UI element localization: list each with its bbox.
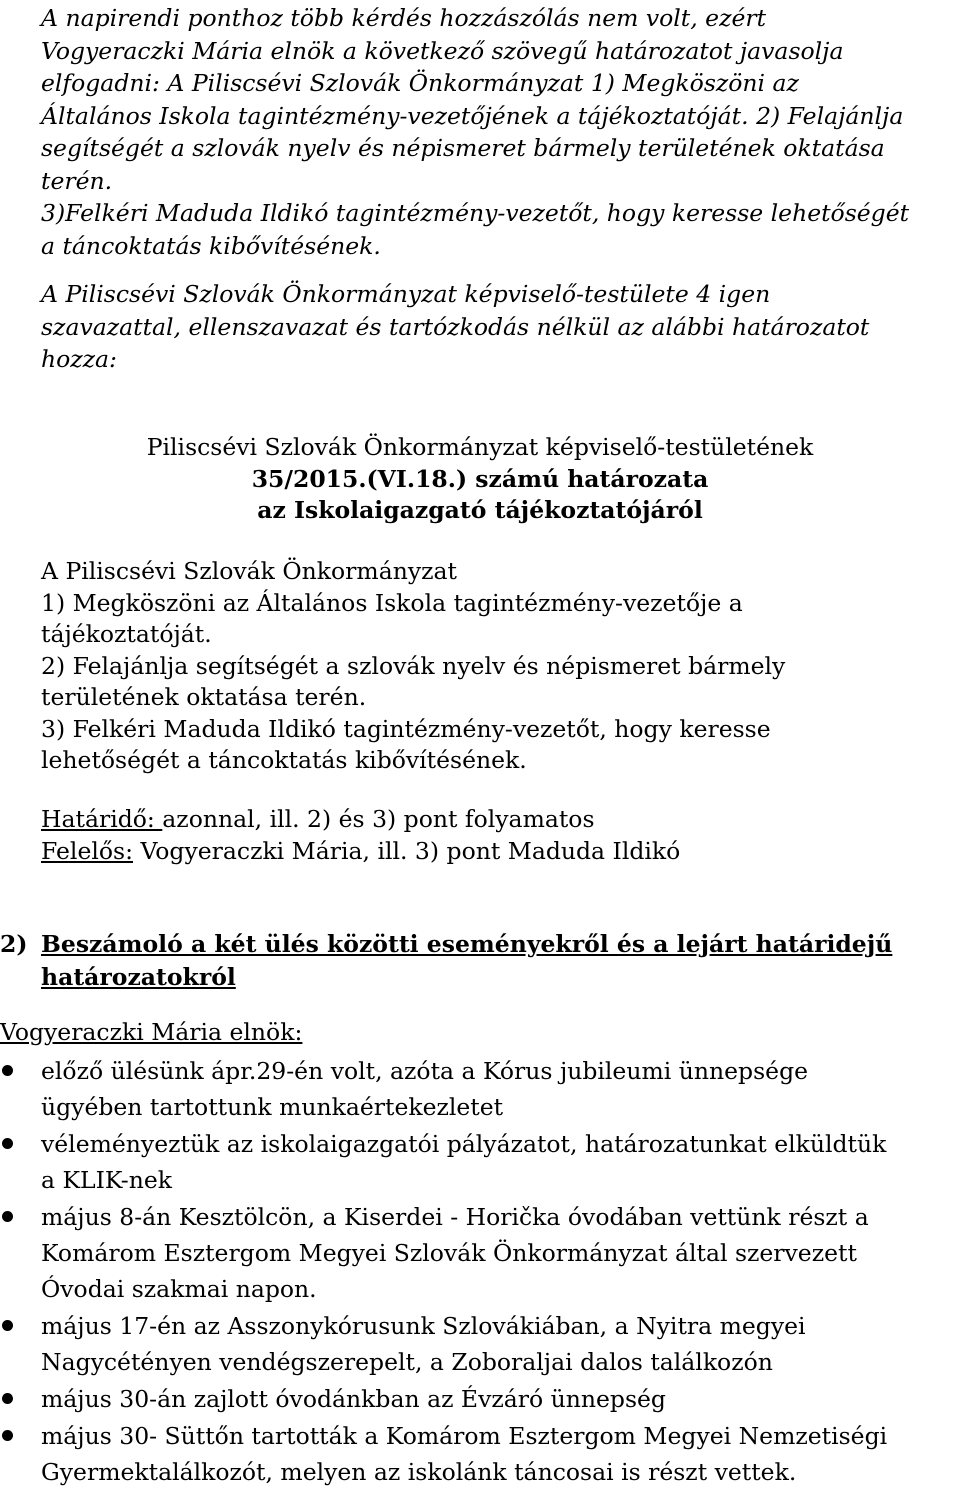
text-line: A napirendi ponthoz több kérdés hozzászólás nem volt, ezért (41, 4, 767, 32)
text-line: A Piliscsévi Szlovák Önkormányzat képviselő-testülete 4 igen (41, 280, 771, 308)
list-item (0, 1053, 955, 1125)
vote-paragraph (41, 278, 956, 376)
agenda-item-title (41, 928, 950, 994)
text-line: Komárom Esztergom Megyei Szlovák Önkormányzat által szervezett (41, 1239, 857, 1267)
bullet-icon (2, 1430, 13, 1441)
text-line: szavazattal, ellenszavazat és tartózkodás nélkül az alábbi határozatot (41, 312, 870, 341)
text-line: terén. (41, 166, 113, 195)
text-line: lehetőségét a táncoktatás kibővítésének. (41, 746, 527, 774)
speaker-label: Vogyeraczki Mária elnök: (0, 1018, 303, 1046)
responsible-value: Vogyeraczki Mária, ill. 3) pont Maduda Ildikó (133, 836, 681, 865)
deadline-value: azonnal, ill. 2) és 3) pont folyamatos (162, 805, 595, 833)
text-line: 2) Felajánlja segítségét a szlovák nyelv és népismeret bármely (41, 651, 786, 680)
intro-paragraph (41, 2, 956, 262)
text-line: május 17-én az Asszonykórusunk Szlovákiában, a Nyitra megyei (41, 1312, 806, 1340)
text-line: 3) Felkéri Maduda Ildikó tagintézmény-vezetőt, hogy keresse (41, 714, 771, 743)
list-item (0, 1308, 955, 1380)
resolution-text (41, 556, 941, 777)
text-line: Általános Iskola tagintézmény-vezetőjének a tájékoztatóját. 2) Felajánlja (41, 101, 904, 130)
responsible-label: Felelős: (41, 836, 133, 865)
event-list (0, 1053, 955, 1491)
text-line: Vogyeraczki Mária elnök a következő szövegű határozatot javasolja (41, 36, 844, 65)
bullet-icon (2, 1138, 13, 1149)
text-line: előző ülésünk ápr.29-én volt, azóta a Kórus jubileumi ünnepsége (41, 1057, 809, 1085)
text-line: május 30- Süttőn tartották a Komárom Esztergom Megyei Nemzetiségi (41, 1422, 888, 1450)
text-line: 1) Megköszöni az Általános Iskola tagintézmény-vezetője a (41, 588, 743, 617)
list-item (0, 1199, 955, 1307)
text-line: A Piliscsévi Szlovák Önkormányzat (41, 557, 457, 585)
resolution-subject: az Iskolaigazgató tájékoztatójáról (257, 496, 703, 524)
resolution-number: 35/2015.(VI.18.) számú határozata (251, 464, 709, 493)
text-line: hozza: (41, 345, 117, 373)
text-line: május 8-án Kesztölcön, a Kiserdei - Horička óvodában vettünk részt a (41, 1203, 869, 1231)
resolution-heading (0, 432, 960, 527)
agenda-item-number: 2) (0, 930, 28, 958)
text-line: a táncoktatás kibővítésének. (41, 231, 381, 260)
text-line: Nagycétényen vendégszerepelt, a Zoboraljai dalos találkozón (41, 1348, 773, 1376)
list-item (0, 1418, 955, 1490)
deadline-block (41, 804, 941, 867)
text-line: határozatokról (41, 963, 236, 991)
text-line: véleményeztük az iskolaigazgatói pályázatot, határozatunkat elküldtük (41, 1130, 887, 1158)
text-line: segítségét a szlovák nyelv és népismeret bármely területének oktatása (41, 134, 885, 162)
resolution-body-name: Piliscsévi Szlovák Önkormányzat képviselő-testületének (146, 433, 814, 461)
agenda-item-heading (0, 928, 950, 994)
text-line: a KLIK-nek (41, 1166, 172, 1194)
text-line: Óvodai szakmai napon. (41, 1275, 317, 1303)
text-line: 3)Felkéri Maduda Ildikó tagintézmény-vezetőt, hogy keresse lehetőségét (41, 199, 910, 227)
bullet-icon (2, 1211, 13, 1222)
text-line: tájékoztatóját. (41, 620, 212, 648)
deadline-label: Határidő: (41, 805, 163, 833)
bullet-icon (2, 1320, 13, 1331)
text-line: elfogadni: A Piliscsévi Szlovák Önkormányzat 1) Megköszöni az (41, 69, 799, 97)
bullet-icon (2, 1065, 13, 1076)
text-line: Beszámoló a két ülés közötti eseményekről és a lejárt határidejű (41, 930, 893, 958)
text-line: területének oktatása terén. (41, 683, 367, 711)
text-line: május 30-án zajlott óvodánkban az Évzáró ünnepség (41, 1385, 666, 1413)
text-line: Gyermektalálkozót, melyen az iskolánk táncosai is részt vettek. (41, 1458, 797, 1486)
list-item (0, 1381, 955, 1417)
bullet-icon (2, 1393, 13, 1404)
text-line: ügyében tartottunk munkaértekezletet (41, 1093, 504, 1121)
list-item (0, 1126, 955, 1198)
